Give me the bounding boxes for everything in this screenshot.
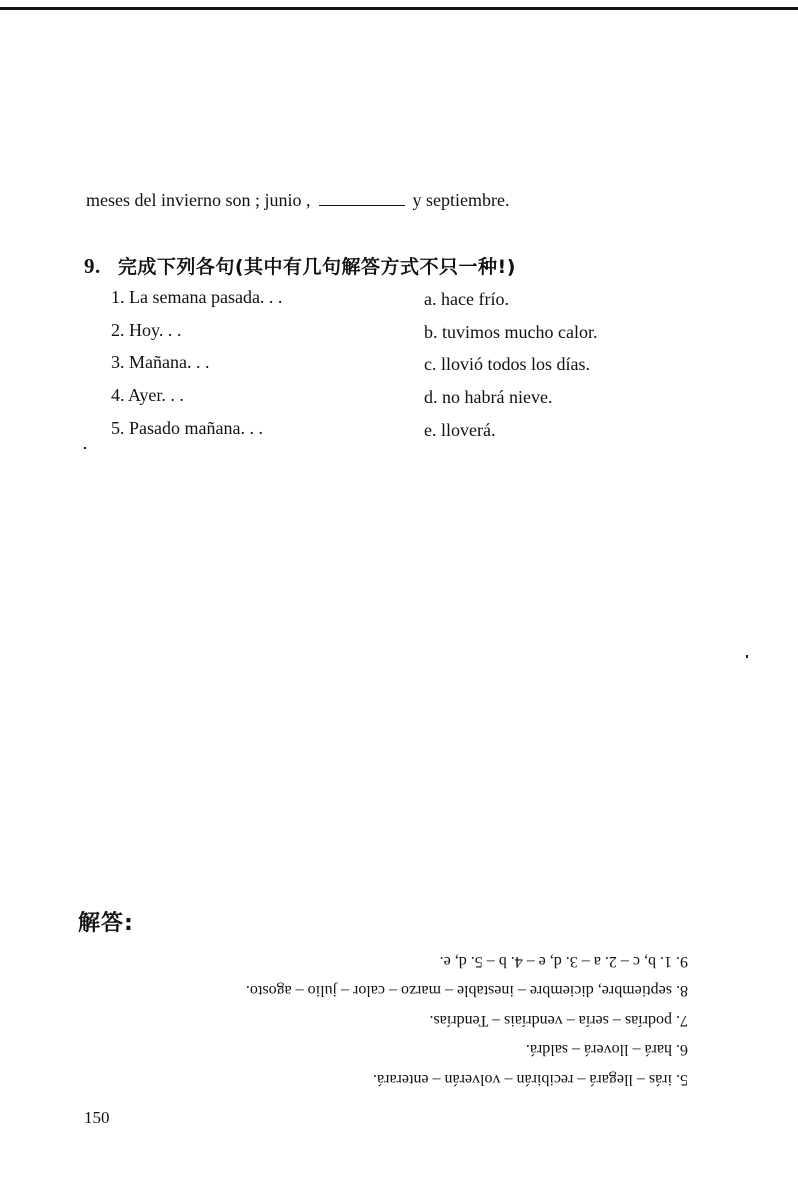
page-number: 150	[84, 1108, 110, 1127]
sentence-start-item: 4. Ayer. . .	[111, 385, 184, 405]
answer-line: 5. irás – llegará – recibirán – volverán – enterará.	[373, 1071, 688, 1088]
exercise-number: 9.	[84, 254, 101, 278]
sentence-start-item: 5. Pasado mañana. . .	[111, 418, 263, 438]
sentence-start-item: 3. Mañana. . .	[111, 352, 210, 372]
exercise-heading	[84, 252, 516, 279]
answer-line: 7. podrías – sería – vendríais – Tendrías.	[429, 1012, 688, 1029]
sentence-start: meses del invierno son ; junio ,	[86, 190, 311, 210]
sentence-start-item: 1. La semana pasada. . .	[111, 287, 283, 307]
answer-line: 8. septiembre, diciembre – inestable – marzo – calor – julio – agosto.	[245, 982, 688, 1000]
sentence-end-item: c. llovió todos los días.	[424, 354, 590, 374]
exercise-instruction: 完成下列各句(其中有几句解答方式不只一种!)	[117, 256, 516, 278]
sentence-end: y septiembre.	[412, 190, 510, 210]
answer-line: 9. 1. b, c – 2. a – 3. d, e – 4. b – 5. d, e.	[439, 953, 688, 970]
fill-in-blank	[319, 191, 405, 206]
sentence-end-item: b. tuvimos mucho calor.	[424, 322, 598, 342]
print-speck	[84, 447, 86, 449]
fill-in-sentence	[86, 190, 509, 211]
top-rule	[0, 7, 798, 10]
answers-upside-down	[98, 948, 688, 1094]
sentence-end-item: a. hace frío.	[424, 289, 509, 309]
print-speck	[746, 655, 748, 658]
sentence-end-item: d. no habrá nieve.	[424, 387, 553, 407]
answer-line: 6. hará – lloverá – saldrá.	[525, 1041, 688, 1059]
sentence-start-item: 2. Hoy. . .	[111, 320, 182, 340]
answers-heading: 解答:	[78, 911, 134, 936]
sentence-end-item: e. lloverá.	[424, 420, 496, 440]
